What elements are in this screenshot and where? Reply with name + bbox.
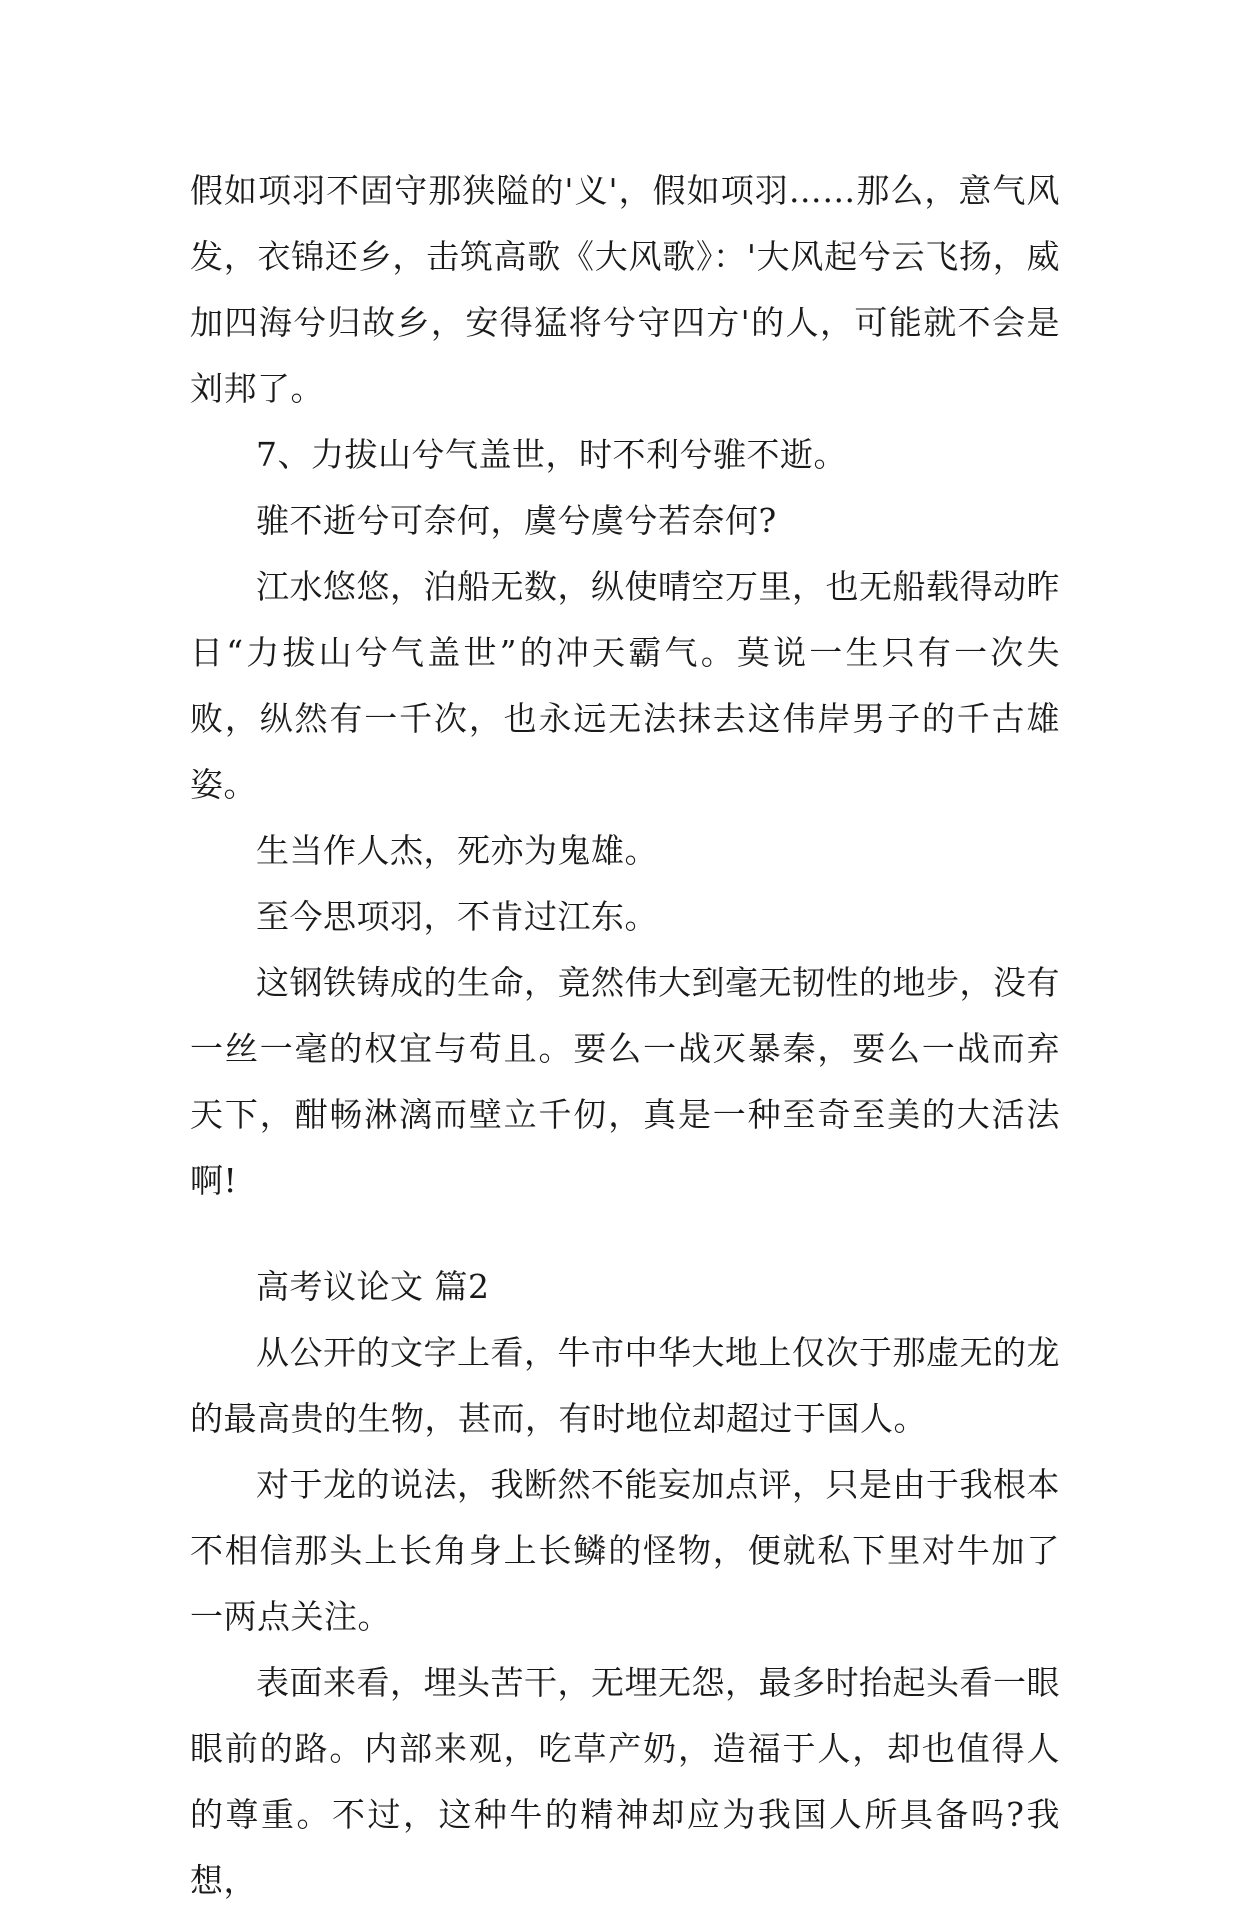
section-heading: 高考议论文 篇2 bbox=[256, 1267, 490, 1306]
paragraph-3: 骓不逝兮可奈何，虞兮虞兮若奈何? bbox=[256, 501, 777, 540]
paragraph-4: 江水悠悠，泊船无数，纵使晴空万里，也无船载得动昨日“力拔山兮气盖世”的冲天霸气。莫说一生只有一次失败，纵然有一千次，也永远无法抹去这伟岸男子的千古雄姿。 bbox=[190, 567, 1060, 804]
document-body bbox=[190, 158, 1060, 1914]
paragraph-7: 这钢铁铸成的生命，竟然伟大到毫无韧性的地步，没有一丝一毫的权宜与苟且。要么一战灭暴秦，要么一战而弃天下，酣畅淋漓而壁立千仞，真是一种至奇至美的大活法啊! bbox=[190, 963, 1060, 1200]
paragraph-5: 生当作人杰，死亦为鬼雄。 bbox=[256, 831, 658, 870]
section-spacer bbox=[190, 1214, 1060, 1254]
paragraph-2: 7、力拔山兮气盖世，时不利兮骓不逝。 bbox=[256, 435, 847, 474]
paragraph-6: 至今思项羽，不肯过江东。 bbox=[256, 897, 658, 936]
paragraph-10: 表面来看，埋头苦干，无埋无怨，最多时抬起头看一眼眼前的路。内部来观，吃草产奶，造福于人，却也值得人的尊重。不过，这种牛的精神却应为我国人所具备吗?我想， bbox=[190, 1663, 1060, 1900]
paragraph-1: 假如项羽不固守那狭隘的'义'，假如项羽……那么，意气风发，衣锦还乡，击筑高歌《大风歌》：'大风起兮云飞扬，威加四海兮归故乡，安得猛将兮守四方'的人，可能就不会是刘邦了。 bbox=[190, 171, 1060, 408]
paragraph-8: 从公开的文字上看，牛市中华大地上仅次于那虚无的龙的最高贵的生物，甚而，有时地位却超过于国人。 bbox=[190, 1333, 1060, 1438]
paragraph-9: 对于龙的说法，我断然不能妄加点评，只是由于我根本不相信那头上长角身上长鳞的怪物，便就私下里对牛加了一两点关注。 bbox=[190, 1465, 1060, 1636]
